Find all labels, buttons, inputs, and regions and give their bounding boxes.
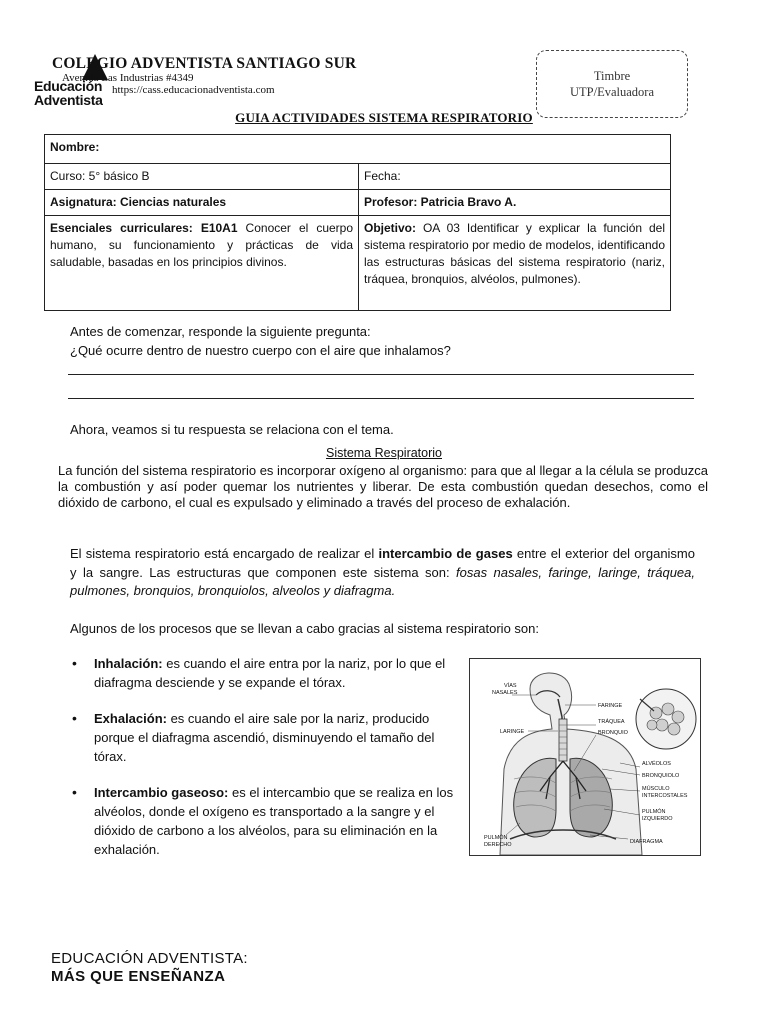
school-website: https://cass.educacionadventista.com — [112, 84, 275, 96]
p2-text-b: entre el exterior del organismo y la sangre. Las estructuras que componen este sistema son: — [70, 546, 695, 580]
label-traquea: TRÁQUEA — [598, 719, 625, 725]
logo-text-line1: Educación — [34, 78, 103, 94]
transition-text: Ahora, veamos si tu respuesta se relaciona con el tema. — [70, 422, 394, 437]
label-faringe: FARINGE — [598, 703, 623, 709]
asignatura-field: Asignatura: Ciencias naturales — [45, 190, 359, 216]
process-term: Inhalación: — [94, 656, 163, 671]
esenciales-label: Esenciales curriculares: E10A1 — [50, 221, 238, 235]
objetivo-label: Objetivo: — [364, 221, 417, 235]
label-diafragma: DIAFRAGMA — [630, 839, 663, 845]
label-musculo-1: MÚSCULO — [642, 786, 670, 792]
objetivo-text: OA 03 Identificar y explicar la función del sistema respiratorio por medio de modelos, identificando las estructuras básicas del sistema respiratorio (nariz, tráquea, bronquios, alvéolos, pulmones). — [364, 221, 665, 286]
list-item — [70, 709, 462, 766]
paragraph-structures — [70, 545, 695, 601]
esenciales-text: Conocer el cuerpo humano, su funcionamiento y prácticas de vida saludable, basadas en los principios divinos. — [50, 221, 354, 269]
respiratory-system-figure — [469, 658, 701, 856]
p2-text-a: El sistema respiratorio está encargado de realizar el — [70, 546, 379, 561]
objetivo-cell — [359, 216, 671, 311]
label-pulmon-izq-1: PULMÓN — [642, 809, 666, 815]
esenciales-cell — [45, 216, 359, 311]
process-text: es cuando el aire entra por la nariz, por lo que el diafragma desciende y se expande el tórax. — [94, 656, 446, 690]
label-laringe: LARINGE — [500, 729, 525, 735]
process-text: es cuando el aire sale por la nariz, producido porque el diafragma ascendió, disminuyendo el tamaño del tórax. — [94, 711, 435, 764]
respiratory-diagram — [470, 659, 700, 855]
fecha-field[interactable]: Fecha: — [359, 164, 671, 190]
process-list — [70, 654, 462, 876]
footer-line2: MÁS QUE ENSEÑANZA — [51, 968, 226, 985]
list-item — [70, 783, 462, 859]
section-title: Sistema Respiratorio — [325, 446, 442, 460]
process-text: es el intercambio que se realiza en los alvéolos, donde el oxígeno es transportado a la sangre y el dióxido de carbono a los alvéolos, para su eliminación en la exhalación. — [94, 785, 454, 857]
label-vias-nasales-1: VÍAS — [504, 683, 517, 689]
nombre-field[interactable]: Nombre: — [45, 135, 671, 164]
intro-instruction: Antes de comenzar, responde la siguiente pregunta: — [70, 324, 371, 339]
process-term: Intercambio gaseoso: — [94, 785, 229, 800]
curso-field: Curso: 5° básico B — [45, 164, 359, 190]
footer-line1: EDUCACIÓN ADVENTISTA: — [51, 950, 248, 967]
paragraph-function: La función del sistema respiratorio es incorporar oxígeno al organismo: para que al llegar a la célula se produzca la combustión y así poder quemar los nutrientes y liberar. De esta combustión quedan desechos, como el dióxido de carbono, el cual es expulsado y eliminado a través del proceso de exhalación. — [58, 463, 708, 510]
p2-bold: intercambio de gases — [378, 546, 513, 561]
label-vias-nasales-2: NASALES — [492, 690, 518, 696]
process-term: Exhalación: — [94, 711, 167, 726]
profesor-field: Profesor: Patricia Bravo A. — [359, 190, 671, 216]
answer-line-1[interactable] — [68, 374, 694, 375]
label-pulmon-der-2: DERECHO — [484, 842, 512, 848]
paragraph-processes-intro: Algunos de los procesos que se llevan a cabo gracias al sistema respiratorio son: — [70, 621, 539, 636]
p2-italic-list: fosas nasales, faringe, laringe, tráquea, pulmones, bronquios, bronquiolos, alveolos y diafragma. — [70, 564, 696, 598]
student-info-table — [44, 134, 671, 311]
school-name: COLEGIO ADVENTISTA SANTIAGO SUR — [52, 55, 357, 72]
list-item — [70, 654, 462, 692]
label-bronquio: BRONQUIO — [598, 730, 628, 736]
logo-text-line2: Adventista — [34, 92, 103, 108]
answer-line-2[interactable] — [68, 398, 694, 399]
label-musculo-2: INTERCOSTALES — [642, 793, 688, 799]
utp-stamp-box — [536, 50, 688, 118]
label-alveolos: ALVÉOLOS — [642, 761, 671, 767]
label-bronquiolo: BRONQUIOLO — [642, 773, 680, 779]
school-address: Avenida Las Industrias #4349 — [62, 72, 194, 84]
intro-question: ¿Qué ocurre dentro de nuestro cuerpo con el aire que inhalamos? — [70, 343, 451, 358]
stamp-line1: Timbre — [593, 69, 631, 83]
label-pulmon-der-1: PULMÓN — [484, 835, 508, 841]
label-pulmon-izq-2: IZQUIERDO — [642, 816, 673, 822]
stamp-line2: UTP/Evaluadora — [569, 85, 654, 99]
document-title: GUIA ACTIVIDADES SISTEMA RESPIRATORIO — [235, 110, 533, 125]
